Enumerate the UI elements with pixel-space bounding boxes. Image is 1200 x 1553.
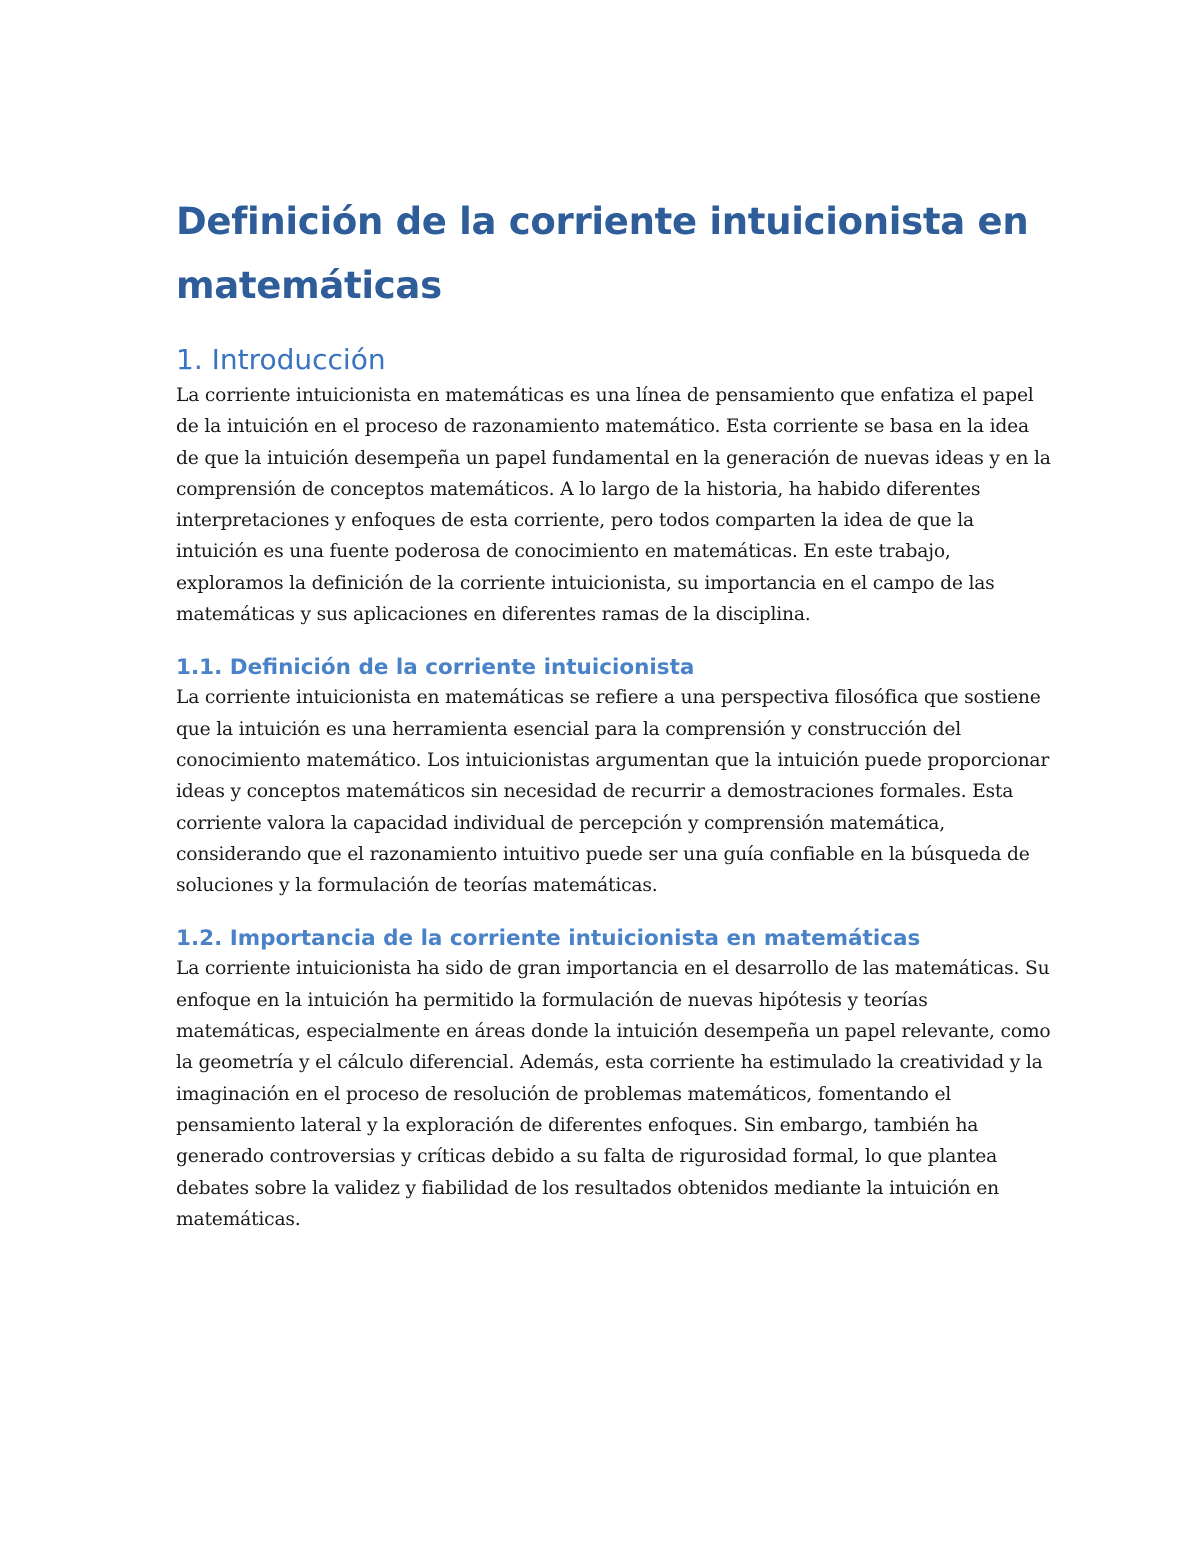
section-heading: 1. Introducción	[176, 343, 386, 376]
document-title: Definición de la corriente intuicionista en matemáticas	[176, 200, 1029, 307]
section-introduccion	[176, 340, 1056, 630]
section-importancia	[176, 925, 1056, 1235]
section-paragraph: La corriente intuicionista en matemáticas es una línea de pensamiento que enfatiza el papel de la intuición en el proceso de razonamiento matemático. Esta corriente se basa en la idea de que la intuición desempeña un papel fundamental en la generación de nuevas ideas y en la comprensión de conceptos matemáticos. A lo largo de la historia, ha habido diferentes interpretaciones y enfoques de esta corriente, pero todos comparten la idea de que la intuición es una fuente poderosa de conocimiento en matemáticas. En este trabajo, exploramos la definición de la corriente intuicionista, su importancia en el campo de las matemáticas y sus aplicaciones en diferentes ramas de la disciplina.	[176, 385, 1051, 626]
subsection-heading: 1.2. Importancia de la corriente intuicionista en matemáticas	[176, 926, 921, 952]
subsection-heading: 1.1. Definición de la corriente intuicionista	[176, 655, 695, 681]
section-paragraph: La corriente intuicionista en matemáticas se refiere a una perspectiva filosófica que sostiene que la intuición es una herramienta esencial para la comprensión y construcción del conocimiento matemático. Los intuicionistas argumentan que la intuición puede proporcionar ideas y conceptos matemáticos sin necesidad de recurrir a demostraciones formales. Esta corriente valora la capacidad individual de percepción y comprensión matemática, considerando que el razonamiento intuitivo puede ser una guía confiable en la búsqueda de soluciones y la formulación de teorías matemáticas.	[176, 687, 1050, 897]
section-definicion	[176, 654, 1056, 901]
document-page	[176, 190, 1056, 1235]
section-paragraph: La corriente intuicionista ha sido de gran importancia en el desarrollo de las matemáticas. Su enfoque en la intuición ha permitido la formulación de nuevas hipótesis y teorías matemáticas, especialmente en áreas donde la intuición desempeña un papel relevante, como la geometría y el cálculo diferencial. Además, esta corriente ha estimulado la creatividad y la imaginación en el proceso de resolución de problemas matemáticos, fomentando el pensamiento lateral y la exploración de diferentes enfoques. Sin embargo, también ha generado controversias y críticas debido a su falta de rigurosidad formal, lo que plantea debates sobre la validez y fiabilidad de los resultados obtenidos mediante la intuición en matemáticas.	[176, 958, 1051, 1230]
